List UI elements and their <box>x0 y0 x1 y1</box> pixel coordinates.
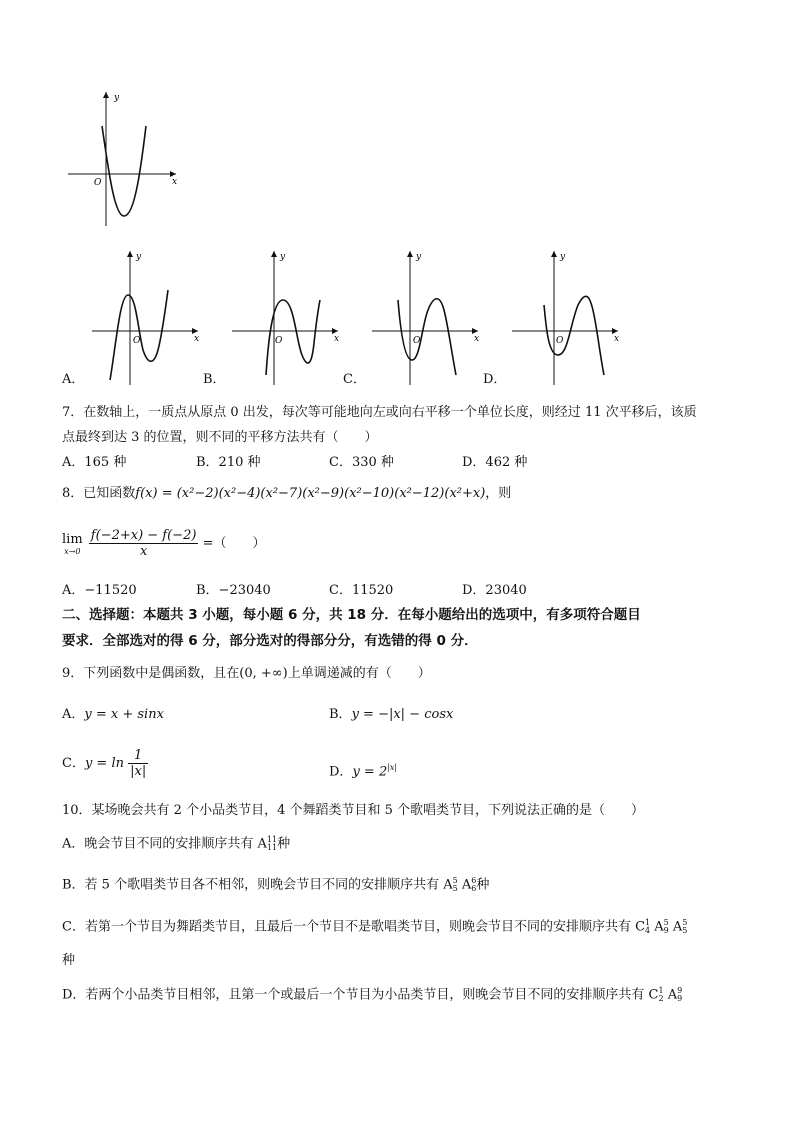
svg-text:O: O <box>413 336 421 346</box>
q7-stem-line1: 7．在数轴上，一质点从原点 0 出发，每次等可能地向左或向右平移一个单位长度，则经过 11 次平移后，该质 <box>62 405 697 420</box>
q7-option-b[interactable]: B．210 种 <box>196 455 261 470</box>
q9-option-c[interactable]: C．y = ln $\frac{1}{|x|}$ <box>62 748 147 779</box>
section2-heading-line2: 要求．全部选对的得 6 分，部分选对的得部分分，有选错的得 0 分． <box>62 633 478 649</box>
x-label: x <box>172 177 178 187</box>
q9-option-d[interactable]: D．$y = 2^{|x|}$ <box>329 763 398 780</box>
svg-text:x: x <box>614 334 620 344</box>
q8-prefix: 8．已知函数 <box>62 486 136 501</box>
q10-option-a[interactable]: A．晚会节目不同的安排顺序共有 A 11 11 种 <box>62 835 291 852</box>
q8-numerator: f(−2+x) − f(−2) <box>90 528 197 543</box>
q9-option-a[interactable]: A．y = x + sinx <box>62 707 164 722</box>
q9-option-b[interactable]: B．y = −|x| − cosx <box>329 707 454 722</box>
q8-limit <box>62 528 265 559</box>
svg-text:y: y <box>560 252 566 262</box>
q10-stem: 10．某场晚会共有 2 个小品类节目，4 个舞蹈类节目和 5 个歌唱类节目，下列说法正确的是（ ） <box>62 803 645 818</box>
q8-denominator: x <box>139 544 148 559</box>
q7-option-c[interactable]: C．330 种 <box>329 455 394 470</box>
q8-option-b[interactable]: B．−23040 <box>196 583 271 598</box>
q6-option-a-graph <box>88 245 203 390</box>
q9-stem: 9．下列函数中是偶函数，且在(0, +∞)上单调递减的有（ ） <box>62 666 431 681</box>
q7-stem-line2: 点最终到达 3 的位置，则不同的平移方法共有（ ） <box>62 430 378 445</box>
lim-subscript: x→0 <box>64 546 81 556</box>
q8-function: f(x) = (x²−2)(x²−4)(x²−7)(x²−9)(x²−10)(x²−12)(x²+x) <box>135 486 486 501</box>
q10-option-b[interactable]: B．若 5 个歌唱类节目各不相邻，则晚会节目不同的安排顺序共有 A 5 5 A 6 6 种 <box>62 876 490 893</box>
svg-text:O: O <box>133 336 141 346</box>
q6-main-graph <box>62 86 182 231</box>
derivative-curve <box>102 126 146 216</box>
q10-option-c-continued: 种 <box>62 953 76 968</box>
q7-option-d[interactable]: D．462 种 <box>462 455 528 470</box>
svg-text:O: O <box>275 336 283 346</box>
svg-text:x: x <box>334 334 340 344</box>
q6-option-c-graph <box>368 245 483 390</box>
svg-text:y: y <box>280 252 286 262</box>
q9-b-expr: y = −|x| − cosx <box>351 707 454 722</box>
svg-text:O: O <box>556 336 564 346</box>
y-label: y <box>114 93 120 103</box>
q6-option-c-label[interactable]: C． <box>343 372 366 387</box>
svg-text:x: x <box>474 334 480 344</box>
svg-text:x: x <box>194 334 200 344</box>
q8-option-c[interactable]: C．11520 <box>329 583 394 598</box>
svg-text:y: y <box>136 252 142 262</box>
q8-option-d[interactable]: D．23040 <box>462 583 527 598</box>
q8-suffix: ，则 <box>485 486 512 501</box>
q6-option-b-label[interactable]: B． <box>203 372 226 387</box>
q8-tail: =（ ） <box>202 536 266 551</box>
q7-option-a[interactable]: A．165 种 <box>62 455 127 470</box>
q6-option-d-label[interactable]: D． <box>483 372 507 387</box>
q9-interval: (0, +∞) <box>239 666 288 681</box>
svg-text:y: y <box>416 252 422 262</box>
origin-label: O <box>94 178 102 188</box>
q6-option-a-label[interactable]: A． <box>62 372 85 387</box>
q10-option-d[interactable]: D．若两个小品类节目相邻，且第一个或最后一个节目为小品类节目，则晚会节目不同的安排顺序共有 C 1 2 A 9 9 <box>62 986 683 1003</box>
q8-stem <box>62 486 511 502</box>
q10-option-c[interactable]: C．若第一个节目为舞蹈类节目，且最后一个节目不是歌唱类节目，则晚会节目不同的安排顺序共有 C 1 4 A 5 9 A 5 5 <box>62 918 688 935</box>
q6-option-d-graph <box>508 245 623 390</box>
q8-option-a[interactable]: A．−11520 <box>62 583 137 598</box>
q9-a-expr: y = x + sinx <box>84 707 164 722</box>
section2-heading-line1: 二、选择题：本题共 3 小题，每小题 6 分，共 18 分．在每小题给出的选项中，有多项符合题目 <box>62 607 641 623</box>
y-arrow-icon <box>103 92 109 98</box>
q6-option-b-graph <box>228 245 343 390</box>
lim-word: lim <box>62 531 83 547</box>
